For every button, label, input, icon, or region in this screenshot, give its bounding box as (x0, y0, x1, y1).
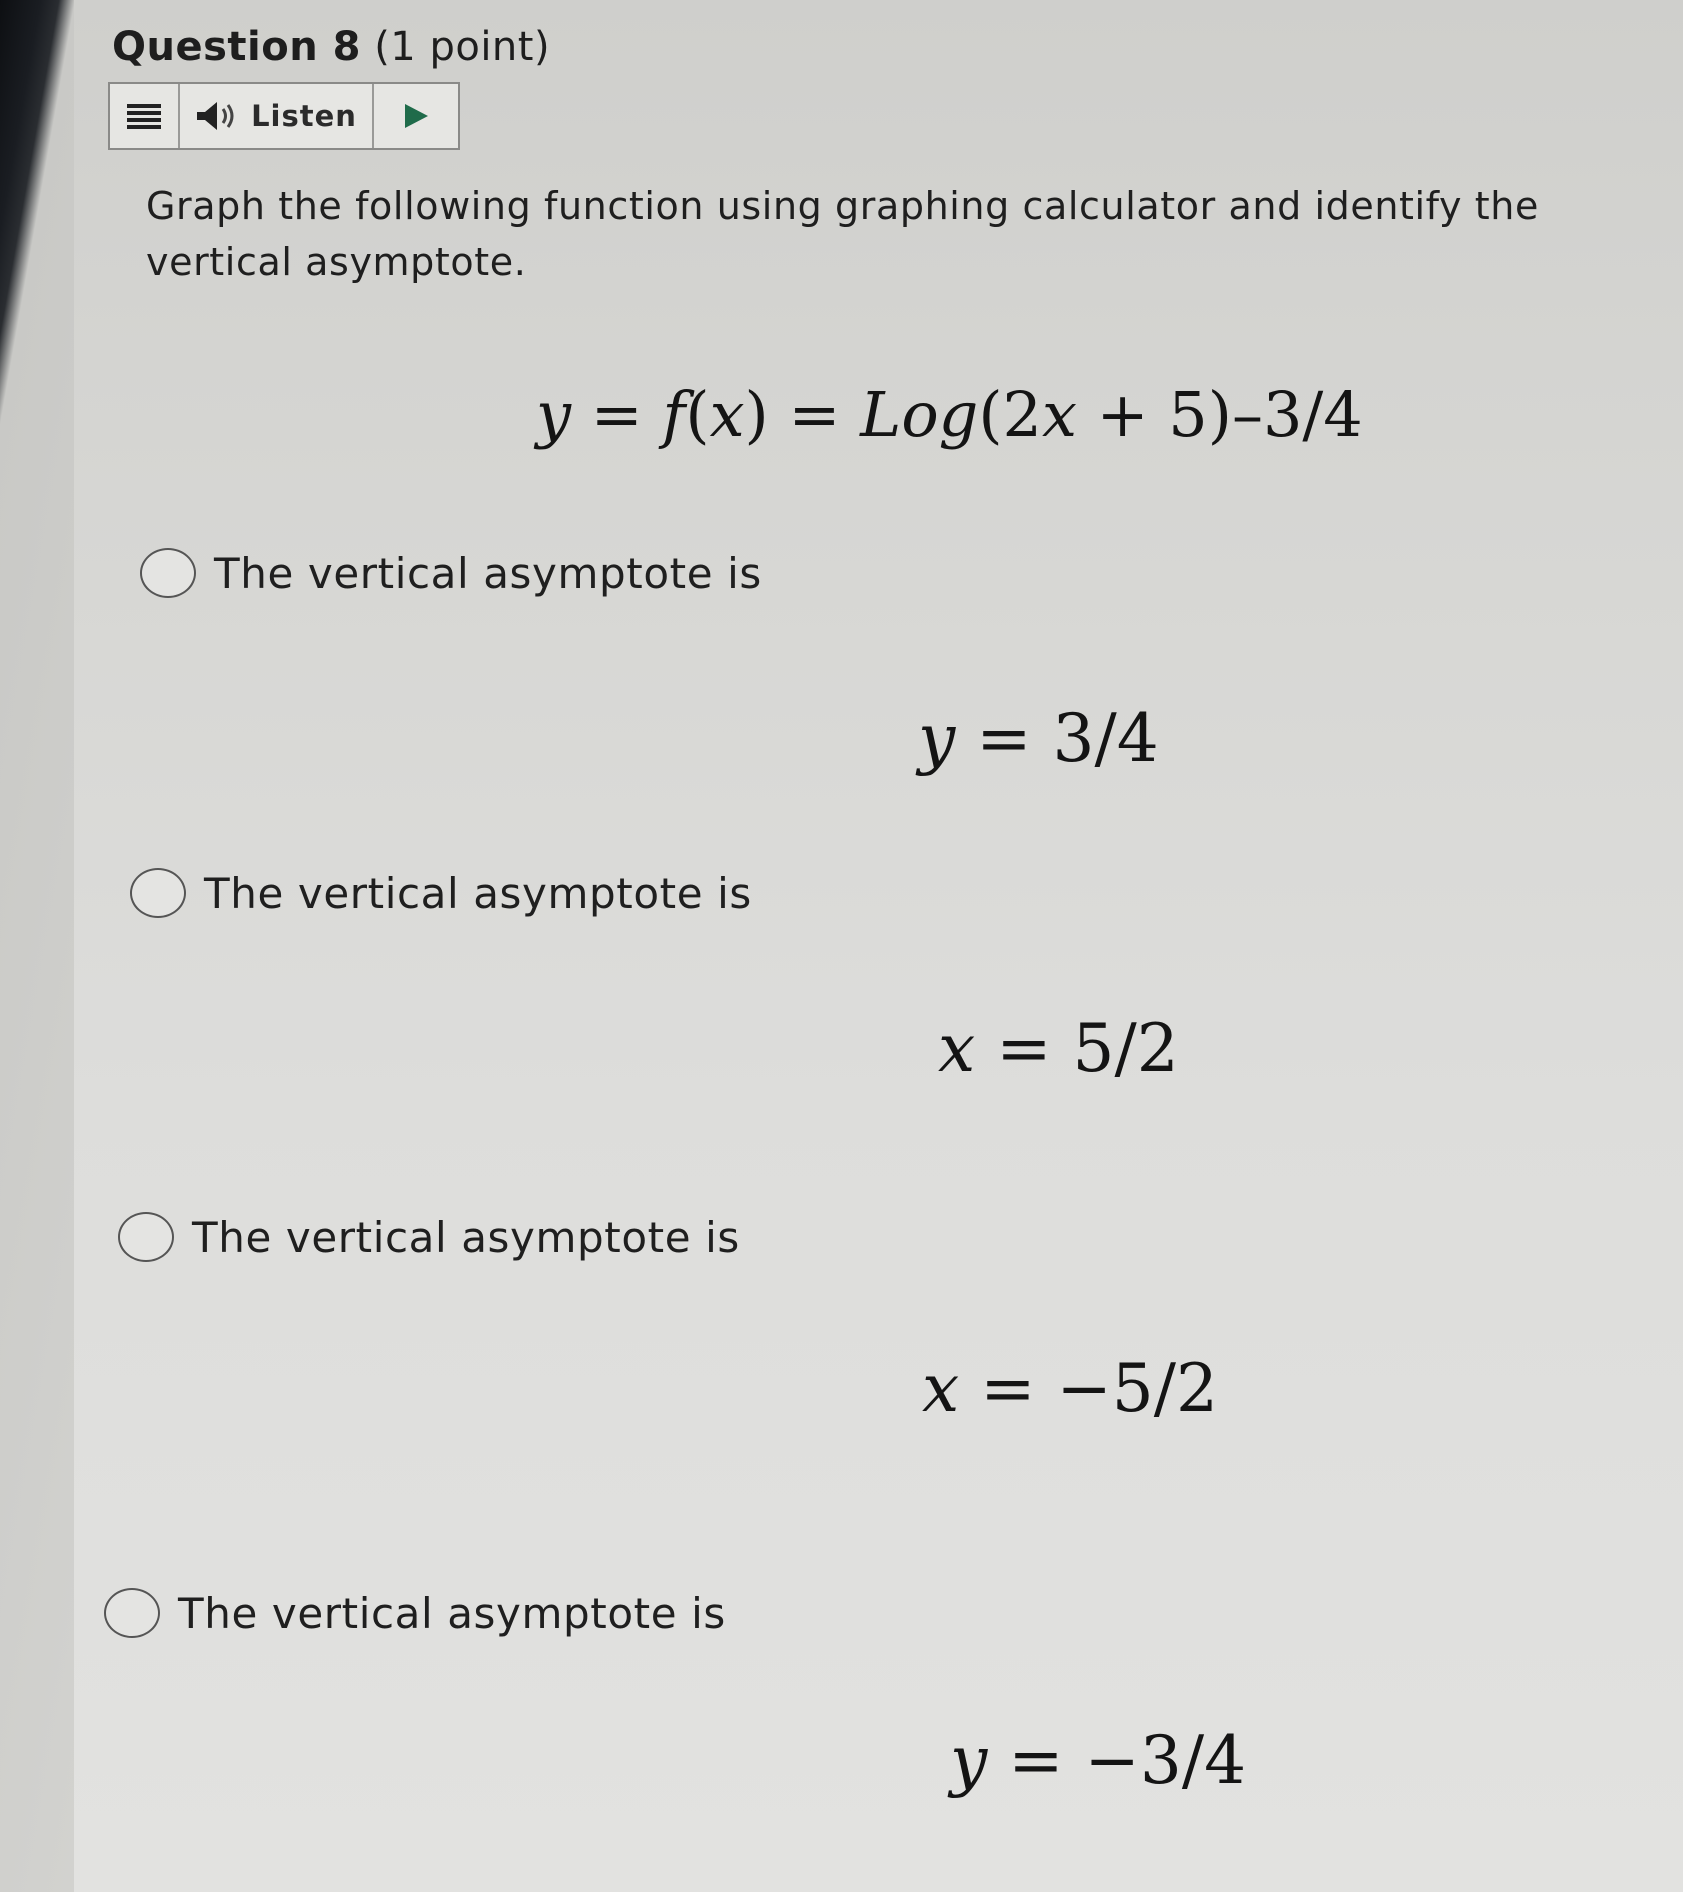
option-label: The vertical asymptote is (192, 1212, 740, 1262)
option-var: x (922, 1350, 960, 1427)
eq-f: f (662, 378, 686, 451)
option-1-equation (918, 700, 1159, 777)
option-label: The vertical asymptote is (214, 548, 762, 598)
menu-icon (125, 101, 163, 131)
eq-log: Log (860, 378, 979, 451)
option-rhs: = −5/2 (959, 1350, 1219, 1427)
radio-button[interactable] (104, 1588, 160, 1638)
option-var: y (950, 1722, 988, 1799)
eq-equals-2: = (788, 378, 841, 451)
question-prompt: Graph the following function using graphing calculator and identify the vertical asymptote. (146, 184, 1539, 284)
eq-y: y (536, 378, 572, 451)
option-1[interactable] (140, 548, 762, 598)
option-2-equation (938, 1010, 1179, 1087)
listen-label: Listen (251, 99, 357, 133)
eq-arg-x: x (1041, 378, 1077, 451)
eq-equals: = (590, 378, 643, 451)
option-4[interactable] (104, 1588, 726, 1638)
listen-button[interactable] (180, 84, 374, 148)
question-points: (1 point) (374, 24, 551, 70)
eq-x: x (709, 378, 745, 451)
radio-button[interactable] (130, 868, 186, 918)
function-equation (536, 378, 1363, 451)
option-2[interactable] (130, 868, 752, 918)
option-var: y (918, 700, 956, 777)
option-rhs: = 5/2 (975, 1010, 1179, 1087)
option-var: x (938, 1010, 976, 1087)
question-header (112, 24, 550, 70)
option-3-equation (922, 1350, 1218, 1427)
eq-arg-open: (2 (978, 378, 1042, 451)
option-label: The vertical asymptote is (204, 868, 752, 918)
listen-toolbar (108, 82, 460, 150)
option-3[interactable] (118, 1212, 740, 1262)
play-icon (401, 101, 431, 131)
eq-arg-rest: + 5)–3/4 (1076, 378, 1363, 451)
option-rhs: = −3/4 (987, 1722, 1247, 1799)
radio-button[interactable] (118, 1212, 174, 1262)
menu-button[interactable] (110, 84, 180, 148)
eq-paren-open: ( (685, 378, 710, 451)
option-4-equation (950, 1722, 1246, 1799)
speaker-icon (195, 100, 241, 132)
play-button[interactable] (374, 84, 458, 148)
option-label: The vertical asymptote is (178, 1588, 726, 1638)
radio-button[interactable] (140, 548, 196, 598)
option-rhs: = 3/4 (955, 700, 1159, 777)
question-number: Question 8 (112, 24, 361, 70)
eq-paren-close: ) (744, 378, 769, 451)
